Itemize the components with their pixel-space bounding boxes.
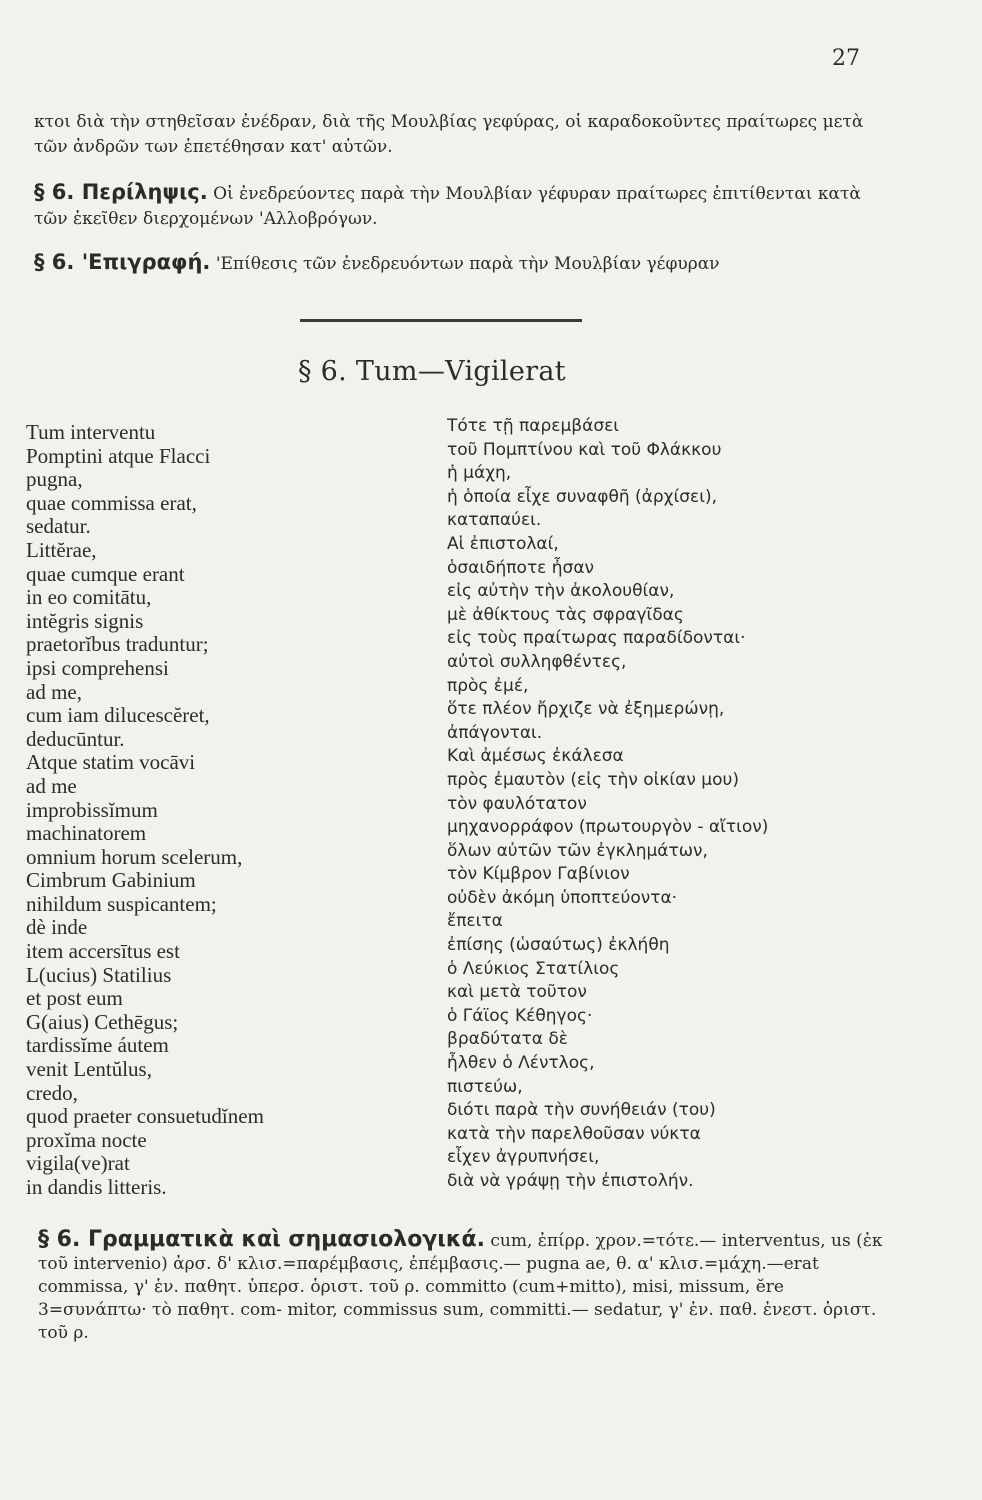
- latin-line: ipsi comprehensi: [26, 655, 169, 680]
- latin-line: credo,: [26, 1080, 78, 1105]
- latin-line: L(ucius) Statilius: [26, 962, 172, 987]
- greek-line: Αἱ ἐπιστολαί,: [447, 533, 559, 554]
- latin-line: venit Lentŭlus,: [26, 1057, 152, 1082]
- latin-line: tardissĭme áutem: [26, 1033, 169, 1058]
- greek-line: τὸν Κίμβρον Γαβίνιον: [447, 864, 630, 885]
- section-title: § 6. Tum—Vigilerat: [298, 356, 566, 387]
- summary-text: Οἱ ἐνεδρεύοντες παρὰ τὴν Μουλβίαν γέφυραν πραίτωρες ἐπιτίθενται κατὰ τῶν ἐκεῖθεν διερχομένων 'Αλλοβρόγων.: [34, 184, 861, 229]
- latin-line: dè inde: [26, 915, 88, 940]
- latin-line: vigila(ve)rat: [26, 1151, 130, 1176]
- latin-line: Atque statim vocāvi: [26, 750, 196, 775]
- greek-line: καὶ μετὰ τοῦτον: [447, 982, 587, 1003]
- greek-line: πρὸς ἐμέ,: [447, 675, 529, 696]
- greek-line: Τότε τῇ παρεμβάσει: [447, 416, 620, 436]
- greek-line: ἀπάγονται.: [447, 722, 543, 743]
- latin-line: machinatorem: [26, 821, 147, 846]
- greek-line: ὁσαιδήποτε ἦσαν: [447, 557, 595, 578]
- inscription-text: 'Επίθεσις τῶν ἐνεδρευόντων παρὰ τὴν Μουλβίαν γέφυραν: [215, 254, 720, 274]
- latin-line: pugna,: [26, 467, 83, 492]
- latin-line: Littĕrae,: [26, 537, 97, 562]
- latin-line: cum iam dilucescĕret,: [26, 703, 210, 728]
- greek-line: πιστεύω,: [447, 1076, 523, 1097]
- latin-line: et post eum: [26, 986, 123, 1011]
- greek-line: ὁ Λεύκιος Στατίλιος: [447, 958, 620, 979]
- latin-line: omnium horum scelerum,: [26, 844, 243, 869]
- greek-line: διὰ νὰ γράψῃ τὴν ἐπιστολήν.: [447, 1171, 694, 1191]
- greek-line: μὲ ἀθίκτους τὰς σφραγῖδας: [447, 604, 684, 625]
- latin-line: quae cumque erant: [26, 561, 185, 586]
- grammar-notes: [38, 1228, 898, 1345]
- page-number: 27: [832, 46, 860, 71]
- latin-line: item accersītus est: [26, 939, 180, 964]
- greek-line: ἔπειτα: [447, 911, 503, 932]
- intro-paragraph-1: [34, 110, 884, 160]
- greek-line: τὸν φαυλότατον: [447, 793, 587, 814]
- greek-line: εἶχεν ἀγρυπνήσει,: [447, 1147, 600, 1168]
- grammar-heading: § 6. Γραμματικὰ καὶ σημασιολογικά.: [38, 1227, 485, 1252]
- latin-line: improbissĭmum: [26, 797, 158, 822]
- greek-line: ὅλων αὐτῶν τῶν ἐγκλημάτων,: [447, 840, 708, 861]
- grammar-text: cum, ἐπίρρ. χρον.=τότε.— interventus, us (ἐκ τοῦ intervenio) ἀρσ. δ' κλισ.=παρέμβασις, ἐπέμβασις.— pugna ae, θ. α' κλισ.=μάχη.—erat commissa, γ' ἑν. παθητ. ὑπερσ. ὁριστ. τοῦ ρ. committo (cum+mitto), misi, missum, ĕre 3=συνάπτω· τὸ παθητ. com- mitor, commissus sum, committi.— sedatur, γ' ἑν. παθ. ἐνεστ. ὁριστ. τοῦ ρ.: [38, 1231, 883, 1343]
- greek-line: καταπαύει.: [447, 510, 542, 531]
- greek-line: βραδύτατα δὲ: [447, 1029, 568, 1050]
- latin-line: nihildum suspicantem;: [26, 891, 217, 916]
- latin-line: praetorĭbus traduntur;: [26, 632, 209, 657]
- greek-line: αὐτοὶ συλληφθέντες,: [447, 651, 627, 672]
- greek-line: ὁ Γάϊος Κέθηγος·: [447, 1005, 593, 1026]
- latin-line: sedatur.: [26, 514, 91, 539]
- greek-line: ἡ ὁποία εἶχε συναφθῆ (ἀρχίσει),: [447, 486, 717, 507]
- greek-line: ἡ μάχη,: [447, 463, 512, 484]
- summary-heading: § 6. Περίληψις.: [34, 180, 208, 204]
- greek-line: ὅτε πλέον ἤρχιζε νὰ ἐξημερώνῃ,: [447, 699, 725, 720]
- greek-line: ἐπίσης (ὡσαύτως) ἐκλήθη: [447, 935, 670, 956]
- latin-line: ad me: [26, 773, 77, 798]
- greek-line: εἰς τοὺς πραίτωρας παραδίδονται·: [447, 628, 746, 649]
- greek-line: μηχανορράφον (πρωτουργὸν - αἴτιον): [447, 817, 769, 838]
- greek-line: τοῦ Πομπτίνου καὶ τοῦ Φλάκκου: [447, 439, 722, 460]
- summary-paragraph: [34, 180, 884, 232]
- greek-line: ἦλθεν ὁ Λέντλος,: [447, 1053, 595, 1074]
- greek-line: εἰς αὐτὴν τὴν ἀκολουθίαν,: [447, 581, 675, 602]
- inscription-paragraph: [34, 250, 884, 277]
- greek-line: οὐδὲν ἀκόμη ὑποπτεύοντα·: [447, 887, 678, 908]
- greek-line: διότι παρὰ τὴν συνήθειάν (του): [447, 1100, 716, 1121]
- section-divider: [300, 319, 582, 322]
- latin-line: in dandis litteris.: [26, 1175, 167, 1199]
- latin-line: deducūntur.: [26, 726, 125, 751]
- latin-line: quod praeter consuetudĭnem: [26, 1104, 264, 1129]
- greek-line: κατὰ τὴν παρελθοῦσαν νύκτα: [447, 1123, 701, 1144]
- latin-line: G(aius) Cethēgus;: [26, 1009, 179, 1034]
- latin-line: Pomptini atque Flacci: [26, 443, 211, 468]
- greek-line: πρὸς ἐμαυτὸν (εἰς τὴν οἰκίαν μου): [447, 769, 739, 790]
- latin-line: proxĭma nocte: [26, 1127, 147, 1152]
- latin-line: in eo comitātu,: [26, 585, 152, 610]
- latin-line: ad me,: [26, 679, 82, 704]
- inscription-heading: § 6. 'Επιγραφή.: [34, 250, 211, 274]
- latin-text-column: [26, 421, 264, 1200]
- intro-paragraph-1-text: κτοι διὰ τὴν στηθεῖσαν ἐνέδραν, διὰ τῆς Μουλβίας γεφύρας, οἱ καραδοκοῦντες πραίτωρες μετὰ τῶν ἀνδρῶν των ἐπετέθησαν κατ' αὐτῶν.: [34, 112, 864, 157]
- greek-translation-column: [447, 415, 768, 1194]
- latin-line: Cimbrum Gabinium: [26, 868, 196, 893]
- latin-line: intĕgris signis: [26, 608, 144, 633]
- latin-line: quae commissa erat,: [26, 490, 197, 515]
- greek-line: Καὶ ἀμέσως ἐκάλεσα: [447, 746, 624, 767]
- latin-line: Tum interventu: [26, 420, 156, 444]
